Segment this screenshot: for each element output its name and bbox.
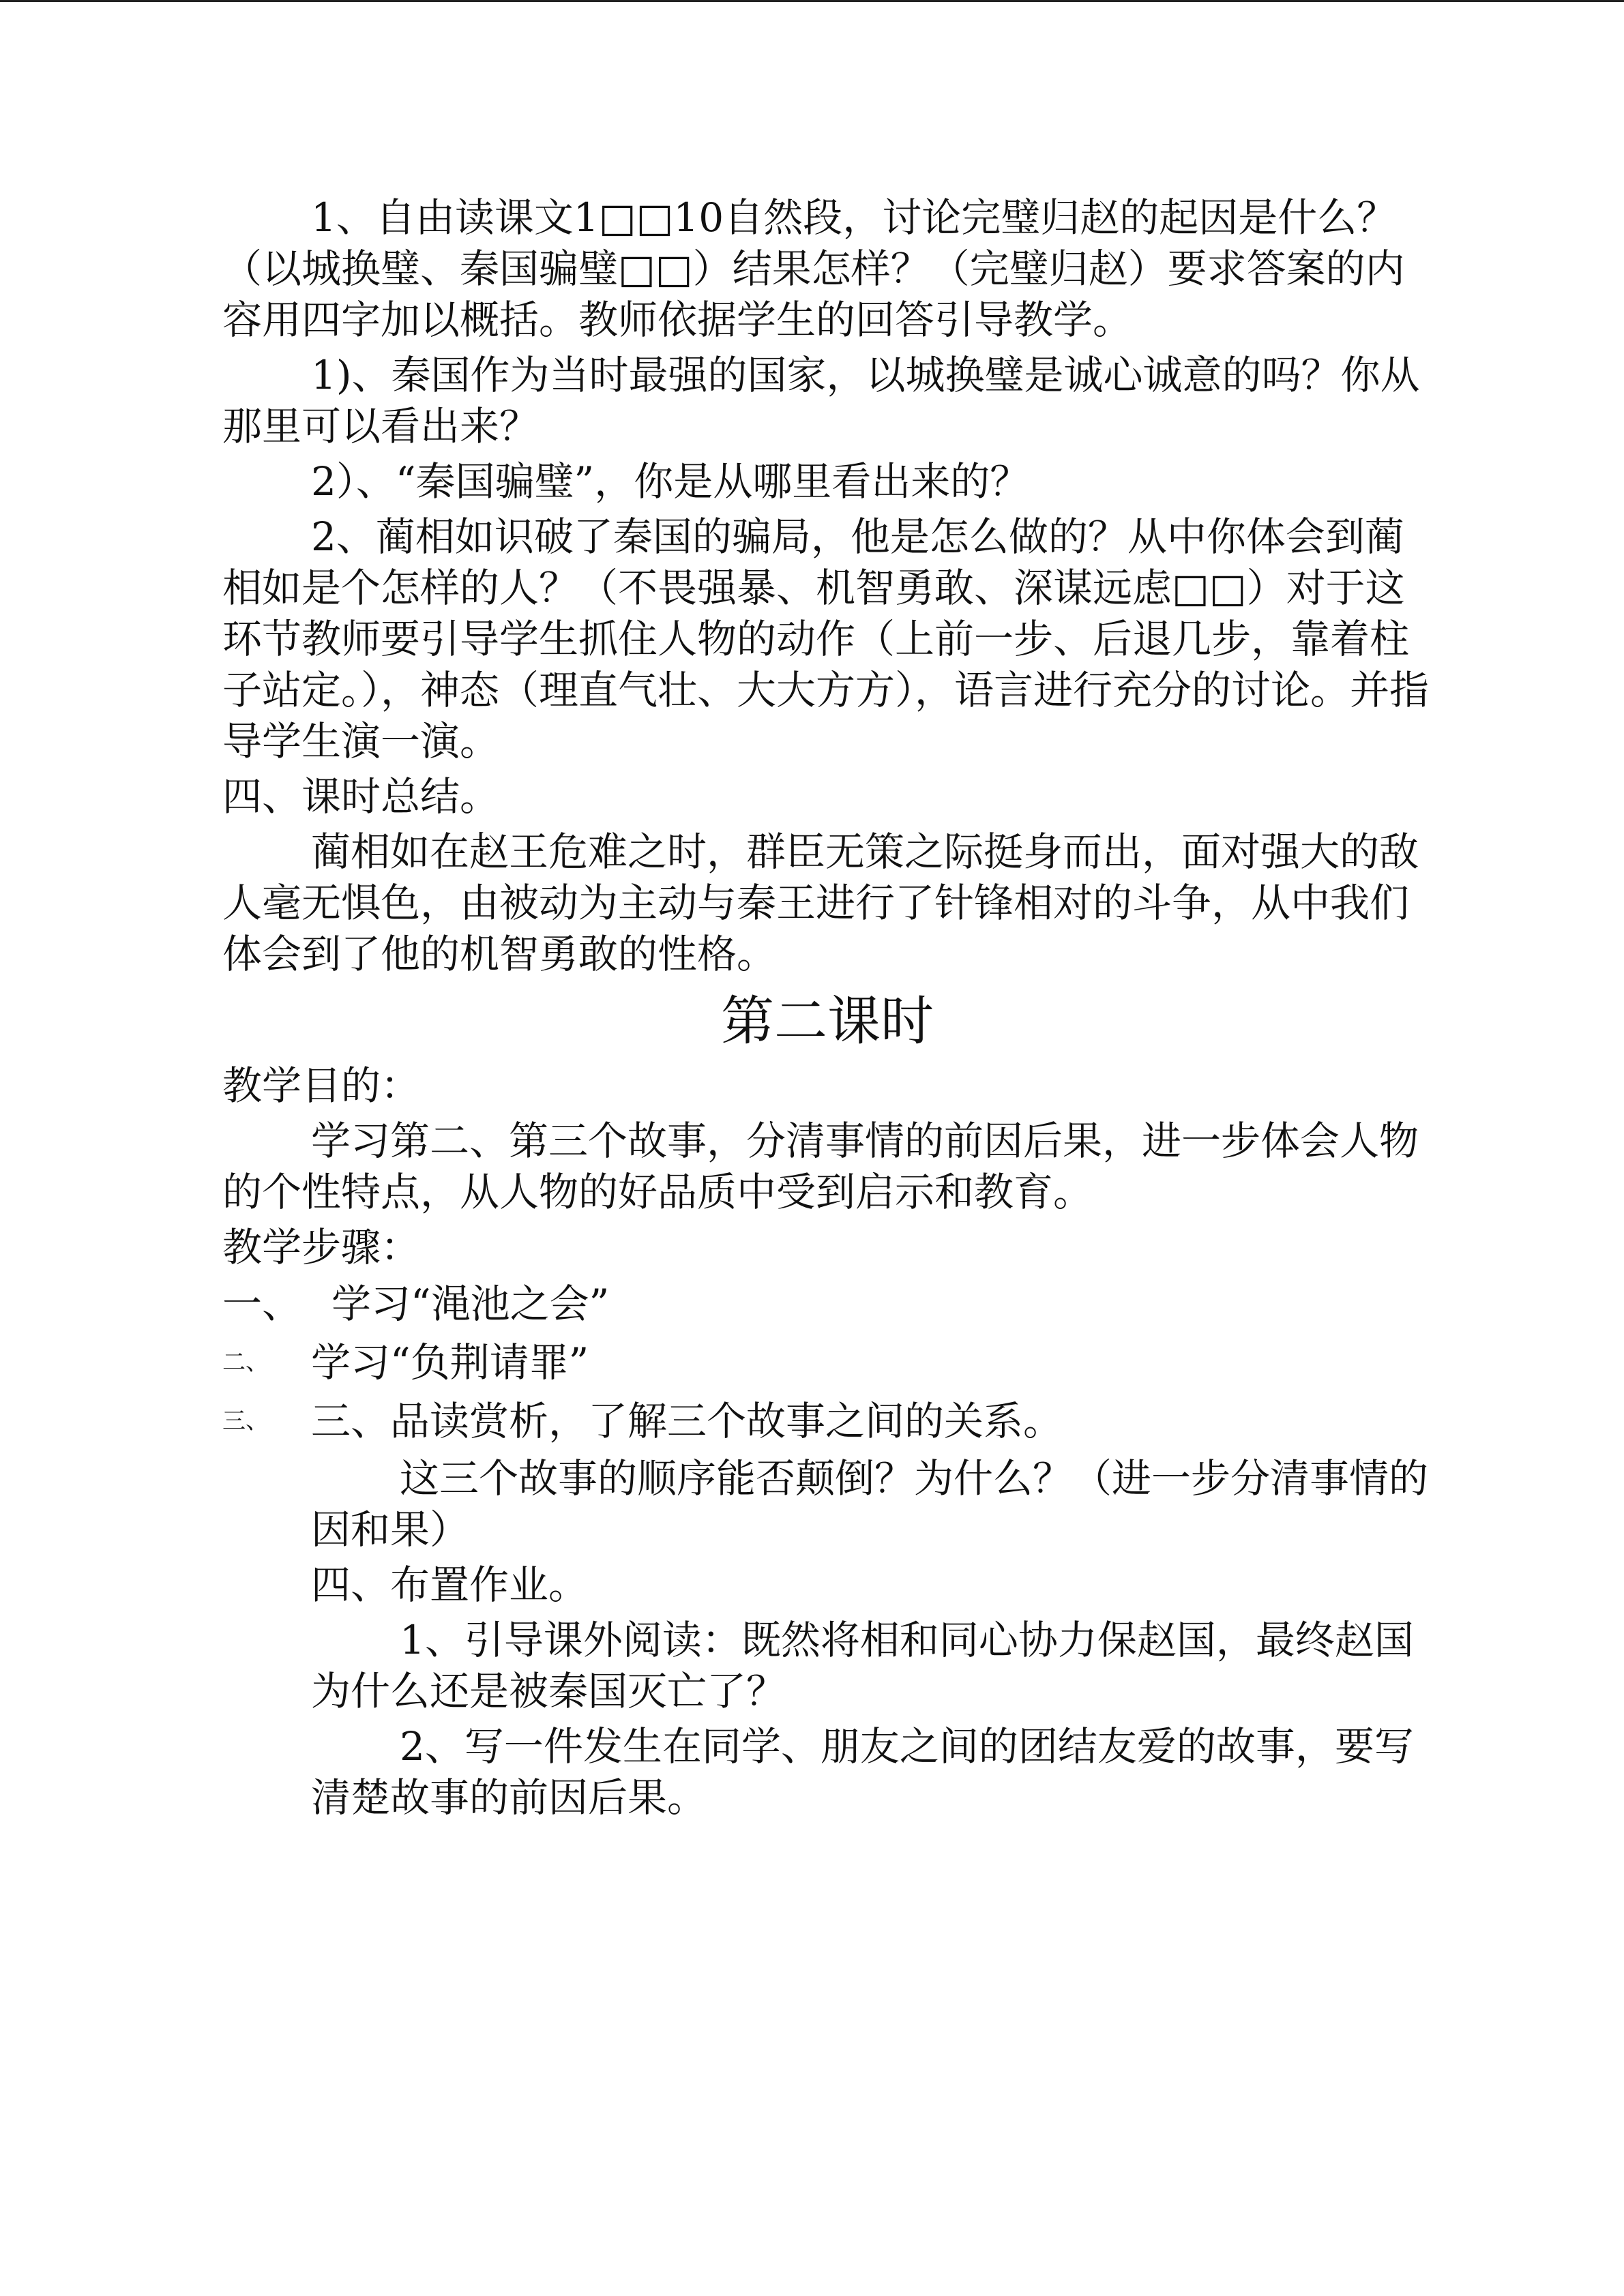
- homework-item-1: 1、引导课外阅读：既然将相和同心协力保赵国，最终赵国为什么还是被秦国灭亡了？: [311, 1617, 1414, 1714]
- step-item-3: [222, 1395, 1432, 1448]
- step-marker-3: 三、: [222, 1407, 269, 1435]
- paragraph-character-analysis: 2、蔺相如识破了秦国的骗局，他是怎么做的？从中你体会到蔺相如是个怎样的人？（不畏强暴、机智勇敢、深谋远虑□□）对于这环节教师要引导学生抓住人物的动作（上前一步、后退几步，靠着柱子站定。），神态（理直气壮、大大方方），语言进行充分的讨论。并指导学生演一演。: [222, 513, 1430, 764]
- summary-text: 蔺相如在赵王危难之时，群臣无策之际挺身而出，面对强大的敌人毫无惧色，由被动为主动与秦王进行了针锋相对的斗争，从中我们体会到了他的机智勇敢的性格。: [222, 829, 1419, 977]
- homework-heading: 四、布置作业。: [311, 1562, 589, 1608]
- step-text-2: 学习“负荆请罪”: [311, 1339, 589, 1386]
- step-text-1: 学习“渑池之会”: [331, 1281, 610, 1327]
- step-3-block: [222, 1453, 1432, 1823]
- paragraph-question-1: 1)、秦国作为当时最强的国家，以城换璧是诚心诚意的吗？你从那里可以看出来？: [222, 352, 1420, 449]
- paragraph-reading-task: 1、自由读课文1□□10自然段，讨论完璧归赵的起因是什么？（以城换璧、秦国骗璧□□）结果怎样？（完璧归赵）要求答案的内容用四字加以概括。教师依据学生的回答引导教学。: [222, 194, 1405, 343]
- goals-heading: 教学目的：: [222, 1062, 421, 1109]
- second-lesson-title: 第二课时: [720, 991, 934, 1052]
- top-border-line: [0, 0, 1624, 2]
- step-item-2: [222, 1336, 1432, 1389]
- document-page: [222, 192, 1432, 1828]
- paragraph-question-2: 2）、“秦国骗璧”，你是从哪里看出来的？: [311, 458, 1030, 505]
- goals-text: 学习第二、第三个故事，分清事情的前因后果，进一步体会人物的个性特点，从人物的好品质中受到启示和教育。: [222, 1118, 1419, 1215]
- steps-heading: 教学步骤：: [222, 1224, 421, 1270]
- step-item-1: [222, 1277, 1432, 1330]
- summary-heading: 四、课时总结。: [222, 773, 500, 820]
- step-text-3: 三、品读赏析，了解三个故事之间的关系。: [311, 1398, 1063, 1444]
- step-3-detail: 这三个故事的顺序能否颠倒？为什么？（进一步分清事情的因和果）: [311, 1455, 1429, 1553]
- homework-item-2: 2、写一件发生在同学、朋友之间的团结友爱的故事，要写清楚故事的前因后果。: [311, 1723, 1414, 1821]
- step-marker-1: 一、: [222, 1281, 302, 1327]
- step-marker-2: 二、: [222, 1349, 269, 1376]
